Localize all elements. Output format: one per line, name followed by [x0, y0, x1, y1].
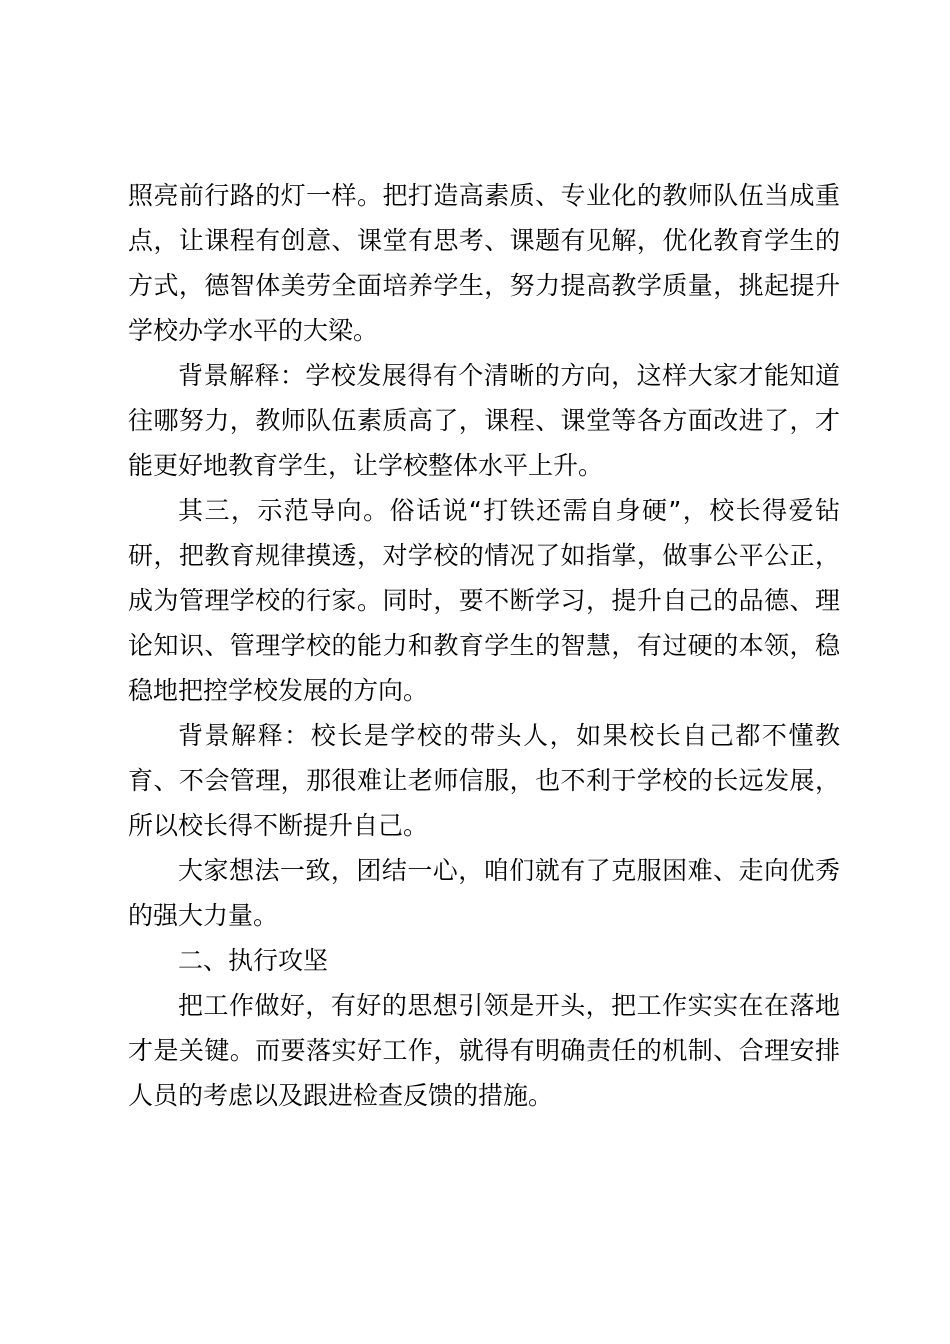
section-heading-execution: 二、执行攻坚: [178, 946, 329, 975]
paragraph-continuation: 照亮前行路的灯一样。把打造高素质、专业化的教师队伍当成重点，让课程有创意、课堂有思考、课题有见解，优化教育学生的方式，德智体美劳全面培养学生，努力提高教学质量，挑起提升学校办学水平的大梁。: [128, 181, 840, 345]
paragraph-summary: 大家想法一致，团结一心，咱们就有了克服困难、走向优秀的强大力量。: [128, 856, 840, 930]
paragraph-background-explanation-1: 背景解释：学校发展得有个清晰的方向，这样大家才能知道往哪努力，教师队伍素质高了，课程、课堂等各方面改进了，才能更好地教育学生，让学校整体水平上升。: [128, 361, 840, 480]
paragraph-execution-intro: 把工作做好，有好的思想引领是开头，把工作实实在在落地才是关键。而要落实好工作，就得有明确责任的机制、合理安排人员的考虑以及跟进检查反馈的措施。: [128, 991, 840, 1110]
paragraph-background-explanation-2: 背景解释：校长是学校的带头人，如果校长自己都不懂教育、不会管理，那很难让老师信服，也不利于学校的长远发展，所以校长得不断提升自己。: [128, 721, 840, 840]
document-body: [128, 173, 840, 1118]
paragraph-point-three: 其三，示范导向。俗话说“打铁还需自身硬”，校长得爱钻研，把教育规律摸透，对学校的情况了如指掌，做事公平公正，成为管理学校的行家。同时，要不断学习，提升自己的品德、理论知识、管理学校的能力和教育学生的智慧，有过硬的本领，稳稳地把控学校发展的方向。: [128, 496, 840, 705]
